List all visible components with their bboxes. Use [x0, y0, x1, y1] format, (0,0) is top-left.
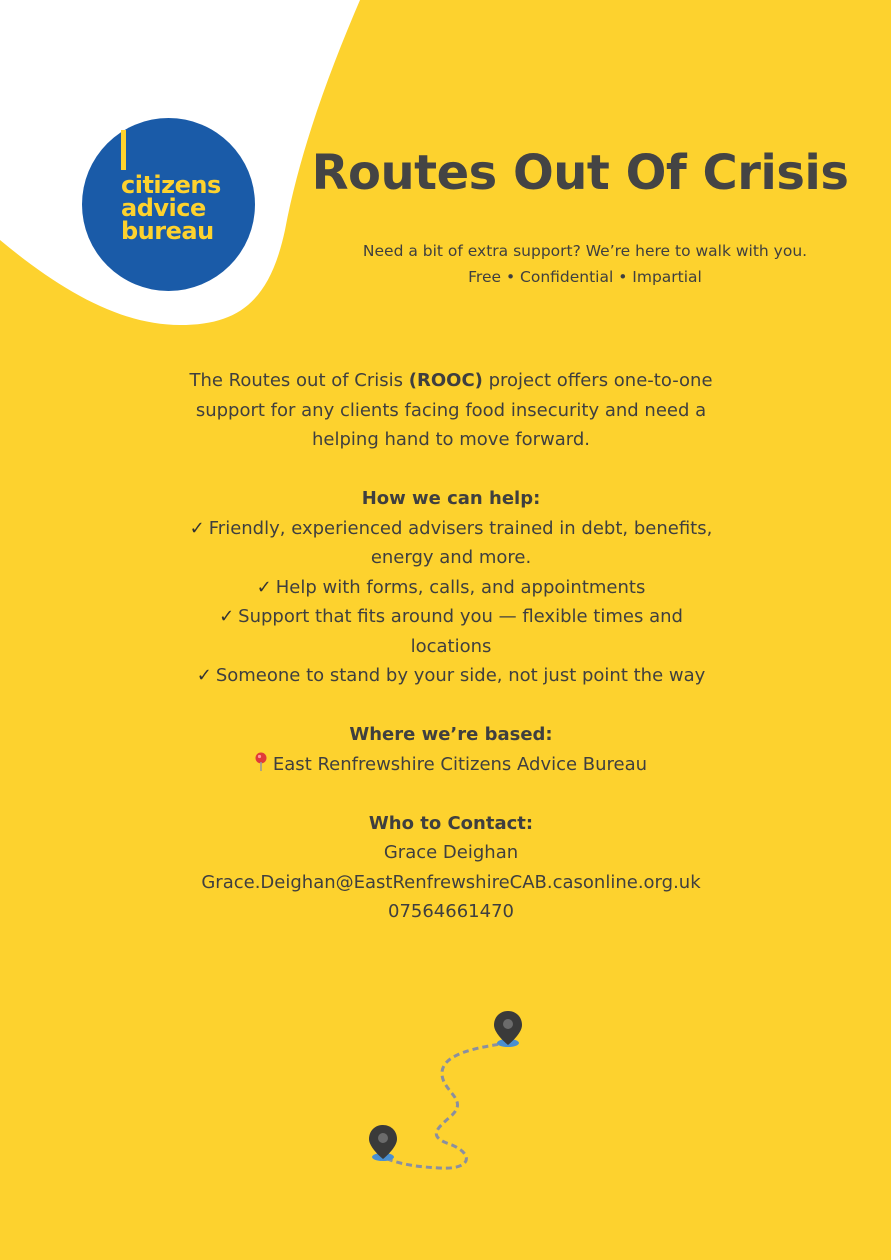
contact-name: Grace Deighan	[383, 842, 519, 863]
help-item	[185, 602, 717, 661]
help-item-text: Someone to stand by your side, not just point the way	[215, 665, 706, 686]
contact-phone[interactable]: 07564661470	[388, 901, 514, 922]
check-icon: ✓	[189, 517, 205, 539]
location-name: East Renfrewshire Citizens Advice Bureau	[272, 753, 648, 775]
location-heading: Where we’re based:	[349, 724, 553, 745]
tagline-line-1: Need a bit of extra support? We’re here to walk with you.	[362, 242, 808, 260]
intro-paragraph	[185, 366, 717, 455]
help-item-text: Support that fits around you — flexible times and locations	[238, 606, 683, 657]
help-item	[185, 661, 717, 691]
map-pin-icon	[255, 752, 267, 772]
intro-text-before: The Routes out of Crisis	[189, 370, 409, 391]
route-icon	[360, 1005, 540, 1180]
logo-line-bureau: bureau	[121, 217, 214, 245]
help-item-text: Friendly, experienced advisers trained in debt, benefits, energy and more.	[208, 517, 713, 568]
location-line	[185, 750, 717, 780]
help-item-text: Help with forms, calls, and appointments	[275, 576, 646, 598]
intro-text-after: project offers one-to-one support for any clients facing food insecurity and need a helping hand to move forward.	[195, 370, 713, 450]
help-heading: How we can help:	[361, 488, 541, 509]
main-content	[185, 366, 717, 927]
check-icon: ✓	[256, 576, 272, 598]
logo-text	[121, 171, 221, 245]
check-icon: ✓	[196, 665, 212, 686]
logo-line-citizens: citizens	[121, 171, 221, 199]
help-item	[185, 514, 717, 573]
logo-line-advice: advice	[121, 194, 206, 222]
logo-bar	[121, 130, 126, 170]
contact-email[interactable]: Grace.Deighan@EastRenfrewshireCAB.casonline.org.uk	[201, 871, 701, 893]
tagline-line-2: Free • Confidential • Impartial	[468, 268, 702, 286]
intro-text-bold: (ROOC)	[408, 370, 483, 391]
tagline	[330, 238, 840, 290]
page-title: Routes Out Of Crisis	[311, 145, 849, 201]
help-item	[185, 573, 717, 603]
check-icon: ✓	[219, 606, 235, 627]
contact-heading: Who to Contact:	[368, 812, 534, 834]
citizens-advice-logo	[82, 118, 255, 291]
